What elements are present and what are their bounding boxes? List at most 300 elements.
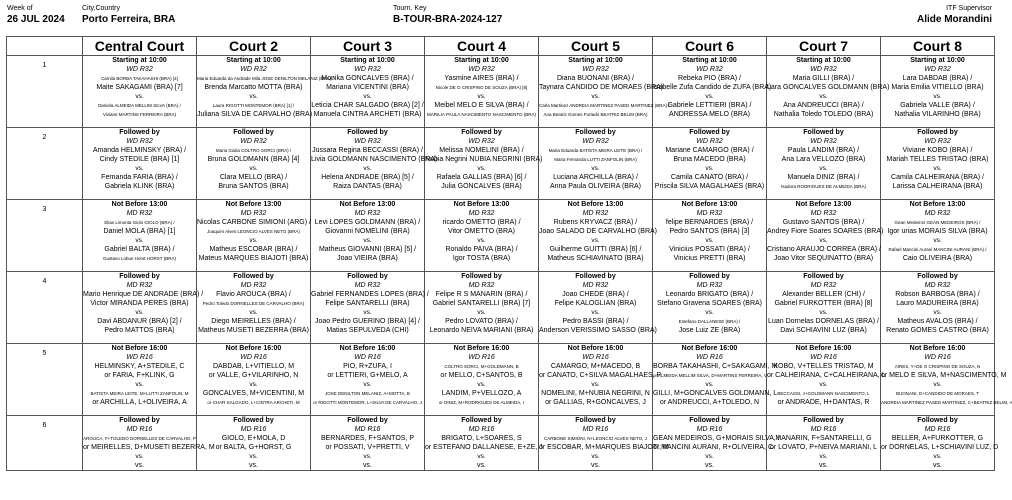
- match-cell: [83, 272, 204, 344]
- match-time: Starting at 10:00: [226, 57, 281, 64]
- vs-label: vs.: [363, 381, 372, 388]
- match-cell: [767, 272, 881, 344]
- team-b-player-1: vs.: [933, 462, 942, 469]
- match-time: Followed by: [803, 273, 844, 280]
- team-b-player-1: GILLI, M+GONCALVES GOLDMANN, L: [653, 390, 778, 397]
- team-b-player-1: Gabriel BALTA (BRA) /: [104, 246, 175, 253]
- team-a-player-2: or ALMEIDA MELLIM SILVA, D+MARTINS FERREIRA, V: [653, 373, 767, 378]
- team-a-player-2: or FARIA, F+KLINK, G: [104, 372, 175, 379]
- vs-label: vs.: [705, 165, 714, 172]
- match-time: Not Before 13:00: [681, 201, 738, 208]
- supervisor-label: ITF Supervisor: [946, 5, 992, 12]
- match-round: MD R16: [810, 426, 837, 433]
- match-cell: [653, 200, 767, 272]
- team-a-player-2: Maria Emilia VITIELLO (BRA): [891, 84, 984, 91]
- match-cell: [425, 200, 539, 272]
- match-cell: [83, 128, 197, 200]
- vs-label: vs.: [363, 453, 372, 460]
- team-b-player-2: Julia GONCALVES (BRA): [441, 183, 522, 190]
- match-round: WD R32: [126, 138, 153, 145]
- match-time: Starting at 10:00: [910, 57, 965, 64]
- team-b-player-2: Manuela CINTRA ARCHETI (BRA): [313, 111, 422, 118]
- match-cell: [881, 344, 1012, 416]
- match-time: Followed by: [233, 417, 274, 424]
- vs-label: vs.: [591, 381, 600, 388]
- vs-label: vs.: [135, 453, 144, 460]
- match-cell: [767, 416, 881, 471]
- match-round: MD R16: [126, 426, 153, 433]
- team-a-player-2: Pedro SANTOS (BRA) [3]: [669, 228, 750, 235]
- team-a-player-1: Yasmine AIRES (BRA) /: [444, 75, 519, 82]
- team-b-player-1: Diego MEIRELLES (BRA) /: [211, 318, 296, 325]
- match-cell: [767, 56, 890, 128]
- row-number: 1: [7, 56, 83, 128]
- team-a-player-2: Felipe SANTARELLI (BRA): [325, 300, 410, 307]
- team-a-player-1: Alexander BELLER (CHI) /: [782, 291, 865, 298]
- match-round: WD R32: [468, 66, 495, 73]
- week-block: [7, 4, 65, 27]
- team-b-player-2: Raiza DANTAS (BRA): [333, 183, 402, 190]
- match-cell: [653, 344, 778, 416]
- match-cell: [881, 272, 995, 344]
- match-time: Not Before 13:00: [339, 201, 396, 208]
- team-a-player-2: Bruna GOLDMANN (BRA) [4]: [207, 156, 300, 163]
- team-b-player-1: Luan Dornelas DORNELAS (BRA) /: [768, 318, 879, 325]
- team-b-player-2: Leonardo NEIVA MARIANI (BRA): [429, 327, 534, 334]
- schedule-row: [7, 344, 995, 416]
- match-time: Not Before 16:00: [111, 345, 168, 352]
- vs-label: vs.: [705, 93, 714, 100]
- corner-cell: [7, 37, 83, 56]
- court-header-row: [7, 37, 995, 56]
- team-a-player-2: Nubia Negrini NUBIA NEGRINI (BRA): [425, 156, 543, 163]
- match-round: MD R32: [810, 210, 837, 217]
- vs-label: vs.: [591, 165, 600, 172]
- match-round: MD R32: [240, 210, 267, 217]
- team-a-player-2: Stefano Gravena SOARES (BRA): [656, 300, 763, 307]
- team-a-player-2: or BALTA, G+HORST, G: [215, 444, 292, 451]
- court-header: Court 3: [311, 37, 425, 56]
- match-cell: [311, 56, 425, 128]
- vs-label: vs.: [819, 93, 828, 100]
- vs-label: vs.: [591, 93, 600, 100]
- match-round: WD R32: [810, 138, 837, 145]
- match-round: MD R16: [354, 426, 381, 433]
- team-a-player-1: ricardo OMETTO (BRA) /: [442, 219, 521, 226]
- team-b-player-2: or ANDRADE, H+DANTAS, R: [777, 399, 870, 406]
- team-b-player-1: Luciana ARCHILLA (BRA) /: [553, 174, 638, 181]
- schedule-row: [7, 416, 995, 471]
- vs-label: vs.: [249, 93, 258, 100]
- match-cell: [197, 56, 334, 128]
- team-a-player-2: or CANATO, C+SILVA MAGALHAES, P: [539, 372, 662, 379]
- vs-label: vs.: [135, 165, 144, 172]
- match-time: Not Before 13:00: [111, 201, 168, 208]
- team-b-player-2: Ana Beatriz Gomes Furtado BEATRIZ BELIM (BRA): [543, 112, 648, 117]
- match-time: Followed by: [575, 417, 616, 424]
- team-a-player-1: COLTRO SORCI, M+GOLDMANN, B: [444, 364, 519, 369]
- team-a-player-1: Rebeka PIO (BRA) /: [677, 75, 742, 82]
- vs-label: vs.: [135, 93, 144, 100]
- match-round: WD R32: [696, 138, 723, 145]
- match-round: MD R32: [696, 210, 723, 217]
- team-a-player-1: GIOLO, E+MOLA, D: [221, 435, 286, 442]
- team-a-player-1: Levi LOPES GOLDMANN (BRA) /: [314, 219, 421, 226]
- match-cell: [539, 416, 669, 471]
- vs-label: vs.: [933, 453, 942, 460]
- match-time: Followed by: [917, 129, 958, 136]
- match-time: Not Before 13:00: [225, 201, 282, 208]
- vs-label: vs.: [705, 381, 714, 388]
- team-a-player-2: Felipe KALOGLIAN (BRA): [554, 300, 637, 307]
- team-b-player-2: Matheus SCHIAVINATO (BRA): [547, 255, 644, 262]
- match-round: MD R32: [126, 282, 153, 289]
- match-round: WD R32: [354, 66, 381, 73]
- vs-label: vs.: [249, 237, 258, 244]
- match-round: MD R32: [924, 282, 951, 289]
- team-a-player-1: Maria Eduarda BATISTA MEIRA LEITE (BRA) /: [548, 148, 643, 153]
- team-a-player-1: DABDAB, L+VITIELLO, M: [212, 363, 295, 370]
- vs-label: vs.: [249, 381, 258, 388]
- match-round: WD R16: [240, 354, 267, 361]
- team-b-player-2: Mateus MARQUES BIAJOTI (BRA): [198, 255, 309, 262]
- vs-label: vs.: [477, 165, 486, 172]
- match-time: Starting at 10:00: [796, 57, 851, 64]
- team-a-player-2: Pedro Toledo DORNELLES DE CARVALHO (BRA): [202, 301, 305, 306]
- team-b-player-2: Matheus MUSETI BEZERRA (BRA): [198, 327, 309, 334]
- match-time: Not Before 16:00: [567, 345, 624, 352]
- match-cell: [767, 344, 886, 416]
- vs-label: vs.: [477, 309, 486, 316]
- match-round: WD R32: [810, 66, 837, 73]
- team-a-player-1: Joao CHEDE (BRA) /: [562, 291, 629, 298]
- team-a-player-2: Ana Lara VELLOZO (BRA): [781, 156, 866, 163]
- team-a-player-2: or CALHEIRANA, C+CALHEIRANA, L: [767, 372, 886, 379]
- match-cell: [197, 128, 311, 200]
- team-b-player-1: vs.: [819, 462, 828, 469]
- team-b-player-1: Clara MELLO (BRA) /: [219, 174, 288, 181]
- team-b-player-1: Matheus ESCOBAR (BRA) /: [209, 246, 298, 253]
- team-a-player-2: Victor MIRANDA PERES (BRA): [90, 300, 189, 307]
- match-cell: [539, 56, 670, 128]
- match-cell: [311, 200, 425, 272]
- team-b-player-1: vs.: [591, 462, 600, 469]
- match-time: Followed by: [347, 417, 388, 424]
- match-cell: [881, 56, 995, 128]
- match-round: WD R32: [126, 66, 153, 73]
- match-round: WD R32: [468, 138, 495, 145]
- team-b-player-1: Manuela DINIZ (BRA) /: [787, 174, 860, 181]
- match-round: MD R32: [582, 282, 609, 289]
- row-number: 3: [7, 200, 83, 272]
- team-b-player-2: Jose Luiz ZE (BRA): [678, 327, 741, 334]
- match-time: Starting at 10:00: [340, 57, 395, 64]
- city-value: Porto Ferreira, BRA: [82, 14, 176, 25]
- team-b-player-1: Rafael Mancini Aurani MANCINI AURANI (BRA) /: [888, 247, 987, 252]
- team-b-player-2: Caio OLIVEIRA (BRA): [902, 255, 973, 262]
- vs-label: vs.: [933, 381, 942, 388]
- team-b-player-2: Nathalia VILARINHO (BRA): [894, 111, 981, 118]
- team-a-player-2: Joaquim Alves LEONCIO ALVES NETO (BRA): [207, 229, 300, 234]
- team-a-player-2: Mariah TELLES TRISTAO (BRA): [886, 156, 989, 163]
- match-time: Followed by: [917, 417, 958, 424]
- match-cell: [425, 344, 539, 416]
- team-b-player-2: Gustavo Lobue Horst HORST (BRA): [103, 256, 176, 261]
- team-a-player-1: Maria Giulia COLTRO SORCI (BRA) /: [215, 148, 292, 153]
- vs-label: vs.: [933, 237, 942, 244]
- team-b-player-2: ANDREIA MARTINEZ PASED MARTINEZ, C+BEATRIZ BELIM, A: [881, 400, 1012, 405]
- match-cell: [767, 128, 881, 200]
- match-time: Followed by: [575, 273, 616, 280]
- team-a-player-2: Daniel MOLA (BRA) [1]: [103, 228, 176, 235]
- team-b-player-1: Gabriela VALLE (BRA) /: [900, 102, 975, 109]
- match-round: MD R32: [126, 210, 153, 217]
- team-b-player-1: JOSE DENILTON MELANIZ, A+MOTTA, B: [325, 391, 410, 396]
- match-time: Starting at 10:00: [454, 57, 509, 64]
- team-b-player-1: Estefano DALLANESE (BRA) /: [678, 319, 741, 324]
- team-a-player-1: AIRES, Y+DE O CRISPINO DE SOUZA, N: [894, 364, 981, 369]
- match-round: MD R32: [924, 210, 951, 217]
- team-b-player-1: vs.: [705, 462, 714, 469]
- match-time: Followed by: [233, 129, 274, 136]
- team-a-player-2: or LOVATO, P+NEIVA MARIANI, L: [769, 444, 878, 451]
- team-a-player-2: or MELLO, C+SANTOS, B: [440, 372, 523, 379]
- match-time: Followed by: [803, 129, 844, 136]
- team-b-player-2: Renato GOMES CASTRO (BRA): [886, 327, 989, 334]
- match-time: Followed by: [917, 273, 958, 280]
- team-a-player-2: Lauro MADUREIRA (BRA): [896, 300, 979, 307]
- vs-label: vs.: [477, 381, 486, 388]
- team-b-player-2: Davi SCHIAVINI LUZ (BRA): [780, 327, 867, 334]
- match-time: Followed by: [689, 129, 730, 136]
- team-b-player-1: Daniela ALMEIDA MELLIM SILVA (BRA) /: [98, 103, 181, 108]
- match-round: WD R16: [354, 354, 381, 361]
- vs-label: vs.: [135, 237, 144, 244]
- match-time: Followed by: [575, 129, 616, 136]
- vs-label: vs.: [705, 453, 714, 460]
- team-a-player-2: or MELO E SILVA, M+NASCIMENTO, M: [881, 372, 1007, 379]
- team-b-player-2: Vinicius PRETTI (BRA): [673, 255, 746, 262]
- team-a-player-2: Andrey Fiore Soares SOARES (BRA): [767, 228, 884, 235]
- match-time: Followed by: [233, 273, 274, 280]
- match-cell: [881, 128, 995, 200]
- team-a-player-1: Viviane KOBO (BRA) /: [902, 147, 973, 154]
- team-b-player-1: Davi ABDANUR (BRA) [2] /: [97, 318, 182, 325]
- match-round: WD R32: [582, 138, 609, 145]
- team-a-player-1: HELMINSKY, A+STEDILE, C: [94, 363, 185, 370]
- match-time: Followed by: [119, 273, 160, 280]
- team-a-player-1: Mariane CAMARGO (BRA) /: [665, 147, 754, 154]
- team-a-player-1: Lara DABDAB (BRA) /: [902, 75, 973, 82]
- match-cell: [197, 416, 311, 471]
- supervisor-block: [917, 4, 992, 27]
- match-round: MD R32: [468, 282, 495, 289]
- row-number: 5: [7, 344, 83, 416]
- match-time: Not Before 13:00: [795, 201, 852, 208]
- match-time: Followed by: [461, 129, 502, 136]
- match-time: Followed by: [689, 417, 730, 424]
- vs-label: vs.: [819, 381, 828, 388]
- match-time: Followed by: [347, 129, 388, 136]
- supervisor-value: Alide Morandini: [917, 14, 992, 25]
- match-cell: [653, 272, 767, 344]
- team-a-player-1: Diana BUONANI (BRA) /: [556, 75, 635, 82]
- match-time: Followed by: [803, 417, 844, 424]
- match-time: Not Before 16:00: [795, 345, 852, 352]
- vs-label: vs.: [363, 309, 372, 316]
- match-time: Followed by: [119, 129, 160, 136]
- match-round: WD R16: [810, 354, 837, 361]
- team-b-player-1: Meibel MELO E SILVA (BRA) /: [434, 102, 529, 109]
- match-cell: [425, 272, 539, 344]
- court-header: Court 8: [881, 37, 995, 56]
- match-time: Starting at 10:00: [112, 57, 167, 64]
- match-cell: [653, 416, 780, 471]
- order-of-play-table: [6, 36, 1012, 471]
- team-b-player-1: BECCASSI, J+GOLDMANN NASCIMENTO, L: [777, 391, 870, 396]
- team-a-player-2: Maria Fernanda LUTTI ZANFOLIN (BRA): [554, 157, 637, 162]
- match-round: WD R32: [240, 66, 267, 73]
- match-time: Not Before 16:00: [225, 345, 282, 352]
- vs-label: vs.: [477, 93, 486, 100]
- team-b-player-1: BATISTA MEIRA LEITE, M+LUTTI ZANFOLIN, M: [90, 391, 189, 396]
- team-a-player-2: or ESTEFANO DALLANESE, E+ZE, J: [425, 444, 543, 451]
- team-b-player-2: or DINIZ, M+RODRIGUES DE ALMEIDA, I: [438, 400, 525, 405]
- team-a-player-2: Bruna MACEDO (BRA): [673, 156, 746, 163]
- match-round: MD R32: [696, 282, 723, 289]
- match-time: Not Before 16:00: [453, 345, 510, 352]
- team-a-player-1: Nicolas CARBONE SIMIONI (ARG) /: [197, 219, 311, 226]
- match-cell: [539, 344, 662, 416]
- team-a-player-1: AROUCA, F+TOLEDO DORNELLES DE CARVALHO, P: [83, 436, 196, 441]
- vs-label: vs.: [591, 309, 600, 316]
- team-b-player-1: Matheus GIOVANNI (BRA) [5] /: [318, 246, 417, 253]
- match-round: MD R32: [240, 282, 267, 289]
- team-b-player-2: Igor TOSTA (BRA): [452, 255, 511, 262]
- match-cell: [311, 344, 425, 416]
- team-b-player-2: Isadora RODRIGUES DE ALMEIDA (BRA): [780, 184, 867, 189]
- match-round: MD R16: [468, 426, 495, 433]
- team-b-player-1: vs.: [249, 462, 258, 469]
- vs-label: vs.: [819, 237, 828, 244]
- match-round: MD R16: [924, 426, 951, 433]
- team-a-player-1: CAMARGO, M+MACEDO, B: [550, 363, 641, 370]
- team-b-player-2: Anna Paula OLIVEIRA (BRA): [549, 183, 642, 190]
- match-cell: [539, 200, 658, 272]
- team-a-player-1: Elias Limonta Giolo GIOLO (BRA) /: [104, 220, 175, 225]
- team-b-player-2: Anderson VERISSIMO SASSO (BRA): [539, 327, 657, 334]
- team-b-player-1: Ronaldo PAIVA (BRA) /: [445, 246, 518, 253]
- team-b-player-1: GONCALVES, M+VICENTINI, M: [202, 390, 305, 397]
- vs-label: vs.: [933, 165, 942, 172]
- team-a-player-2: Gabriel SANTARELLI (BRA) [7]: [432, 300, 531, 307]
- vs-label: vs.: [363, 237, 372, 244]
- team-b-player-1: Leticia CHAR SALGADO (BRA) [2] /: [311, 102, 424, 109]
- team-a-player-1: BELLER, A+FURKOTTER, G: [891, 435, 984, 442]
- vs-label: vs.: [819, 309, 828, 316]
- team-a-player-2: Igor urias MORAIS SILVA (BRA): [887, 228, 988, 235]
- team-a-player-1: Maria Eduarda da Andrade Mila JOSE DENILTON MELANIZ (BRA) /: [197, 76, 334, 81]
- team-b-player-2: Pedro MATTOS (BRA): [104, 327, 175, 334]
- match-cell: [539, 272, 657, 344]
- vs-label: vs.: [591, 453, 600, 460]
- team-a-player-2: Vitor OMETTO (BRA): [447, 228, 516, 235]
- match-cell: [197, 344, 311, 416]
- schedule-row: [7, 56, 995, 128]
- team-b-player-1: vs.: [363, 462, 372, 469]
- team-a-player-1: Monika GONCALVES (BRA) /: [321, 75, 414, 82]
- match-time: Not Before 13:00: [453, 201, 510, 208]
- vs-label: vs.: [249, 309, 258, 316]
- team-a-player-1: Maria GILLI (BRA) /: [792, 75, 855, 82]
- match-cell: [425, 56, 539, 128]
- team-b-player-2: Viviane MARTINS FERREIRA (BRA): [102, 112, 177, 117]
- team-a-player-2: Cindy STEDILE (BRA) [1]: [99, 156, 180, 163]
- match-time: Followed by: [119, 417, 160, 424]
- match-cell: [197, 272, 311, 344]
- match-time: Not Before 16:00: [681, 345, 738, 352]
- match-cell: [653, 56, 772, 128]
- team-a-player-1: KOBO, V+TELLES TRISTAO, M: [773, 363, 874, 370]
- team-b-player-2: Matias SEPULVEDA (CHI): [326, 327, 409, 334]
- team-b-player-2: or ARCHILLA, L+OLIVEIRA, A: [92, 399, 187, 406]
- team-a-player-2: or LETTIERI, G+MELO, A: [327, 372, 408, 379]
- team-b-player-1: Pedro BASSI (BRA) /: [562, 318, 629, 325]
- city-label: City,Country: [82, 5, 120, 12]
- team-a-player-1: Flavio AROUCA (BRA) /: [216, 291, 291, 298]
- match-cell: [425, 128, 543, 200]
- vs-label: vs.: [933, 93, 942, 100]
- team-a-player-1: BORBA TAKAHASHI, C+SAKAGAMI, M: [653, 363, 778, 370]
- team-a-player-1: Melissa NOMELINI (BRA) /: [439, 147, 524, 154]
- match-time: Not Before 16:00: [339, 345, 396, 352]
- team-b-player-2: Priscila SILVA MAGALHAES (BRA): [654, 183, 765, 190]
- match-round: WD R32: [696, 66, 723, 73]
- team-b-player-1: Carla Martinez ANDREIA MARTINEZ PASED MARTINEZ (BRA) /: [539, 103, 670, 108]
- match-time: Starting at 10:00: [568, 57, 623, 64]
- match-time: Not Before 13:00: [567, 201, 624, 208]
- team-b-player-2: Gabriela KLINK (BRA): [104, 183, 175, 190]
- match-cell: [311, 272, 429, 344]
- schedule-row: [7, 128, 995, 200]
- team-b-player-1: Guilherme GUITTI (BRA) [6] /: [549, 246, 642, 253]
- team-a-player-2: Lara GONCALVES GOLDMANN (BRA): [767, 84, 890, 91]
- team-b-player-2: Joao Vitor SEQUINATTO (BRA): [773, 255, 874, 262]
- schedule-row: [7, 272, 995, 344]
- header-bar: [0, 0, 1000, 36]
- city-block: [82, 4, 175, 27]
- match-cell: [83, 344, 197, 416]
- team-b-player-1: Camila CALHEIRANA (BRA) /: [891, 174, 984, 181]
- team-a-player-2: Mariana VICENTINI (BRA): [326, 84, 409, 91]
- match-round: MD R16: [696, 426, 723, 433]
- match-cell: [197, 200, 311, 272]
- team-a-player-2: Giovanni NOMELINI (BRA): [325, 228, 410, 235]
- court-header: Court 4: [425, 37, 539, 56]
- team-a-player-2: Joao SALADO DE CARVALHO (BRA): [539, 228, 658, 235]
- team-b-player-2: or GALLIAS, R+GONCALVES, J: [545, 399, 646, 406]
- vs-label: vs.: [363, 93, 372, 100]
- row-number: 2: [7, 128, 83, 200]
- tournament-label: Tourn. Key: [393, 5, 427, 12]
- match-time: Not Before 13:00: [909, 201, 966, 208]
- team-a-player-1: Jussara Regina BECCASSI (BRA) /: [312, 147, 423, 154]
- team-a-player-1: Felipe R S MANARIN (BRA) /: [435, 291, 528, 298]
- tournament-value: B-TOUR-BRA-2024-127: [393, 14, 503, 25]
- vs-label: vs.: [705, 237, 714, 244]
- team-a-player-2: or ESCOBAR, M+MARQUES BIAJOTI, M: [539, 444, 669, 451]
- team-b-player-1: BUONANI, D+CANDIDO DE MORAES, T: [895, 391, 980, 396]
